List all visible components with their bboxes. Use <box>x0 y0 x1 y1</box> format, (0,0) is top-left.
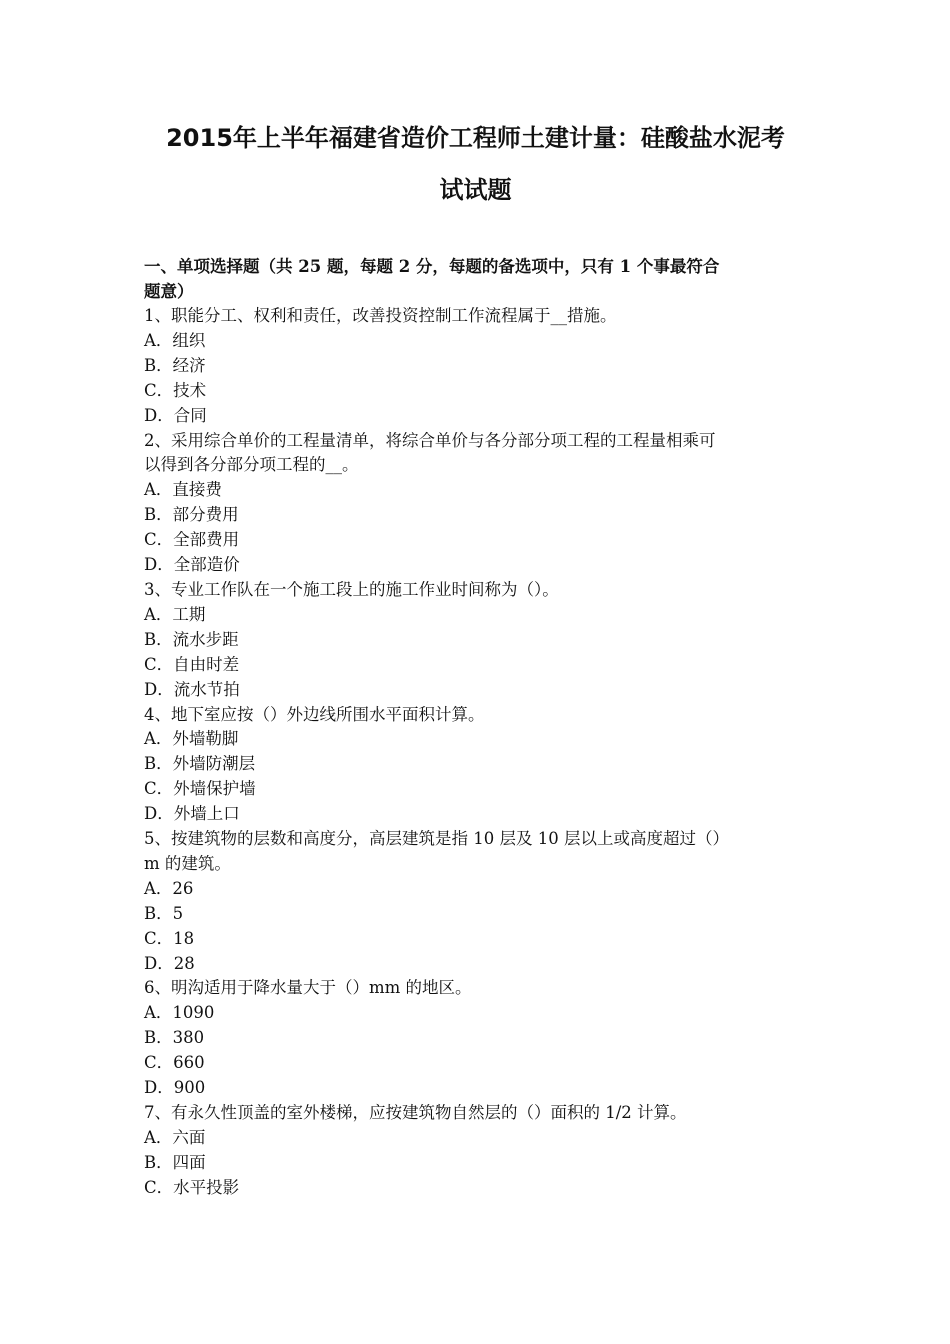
option-line: C．全部费用 <box>144 530 240 550</box>
section-heading-line-2: 题意） <box>144 282 194 301</box>
option-line: B．四面 <box>144 1152 206 1172</box>
question-2-stem: 2、采用综合单价的工程量清单，将综合单价与各分部分项工程的工程量相乘可 <box>144 430 716 450</box>
option-line: A．六面 <box>144 1127 206 1147</box>
question-1-stem: 1、职能分工、权利和责任，改善投资控制工作流程属于__措施。 <box>144 306 617 325</box>
option-line: D．流水节拍 <box>144 679 240 699</box>
question-list <box>144 304 807 1201</box>
option-line: B．流水步距 <box>144 629 239 649</box>
section-heading <box>144 254 807 304</box>
question-2-stem-cont: 以得到各分部分项工程的__。 <box>144 455 359 475</box>
title-line-1: 2015年上半年福建省造价工程师土建计量：硅酸盐水泥考 <box>166 124 785 152</box>
option-line: D．合同 <box>144 405 207 425</box>
title-line-2: 试试题 <box>439 176 512 204</box>
option-line: A．组织 <box>144 330 206 350</box>
option-line: C．水平投影 <box>144 1177 240 1197</box>
option-line: A．工期 <box>144 604 206 624</box>
option-line: C．外墙保护墙 <box>144 779 256 799</box>
option-line: B．部分费用 <box>144 505 239 525</box>
question-4-stem: 4、地下室应按（）外边线所围水平面积计算。 <box>144 704 485 724</box>
option-line: A．1090 <box>144 1003 215 1023</box>
option-line: C．技术 <box>144 380 207 400</box>
option-line: C．18 <box>144 928 195 948</box>
option-line: D．全部造价 <box>144 555 240 575</box>
option-line: A．26 <box>144 878 194 898</box>
option-line: D．外墙上口 <box>144 804 240 824</box>
option-line: A．直接费 <box>144 480 222 500</box>
question-7-stem: 7、有永久性顶盖的室外楼梯，应按建筑物自然层的（）面积的 1/2 计算。 <box>144 1103 687 1122</box>
option-line: B．380 <box>144 1028 205 1048</box>
option-line: A．外墙勒脚 <box>144 729 239 749</box>
question-5-stem-cont: m 的建筑。 <box>144 853 231 873</box>
option-line: D．900 <box>144 1078 206 1098</box>
option-line: D．28 <box>144 953 195 973</box>
question-6-stem: 6、明沟适用于降水量大于（）mm 的地区。 <box>144 978 472 998</box>
option-line: B．外墙防潮层 <box>144 754 256 774</box>
option-line: C．660 <box>144 1053 205 1073</box>
question-3-stem: 3、专业工作队在一个施工段上的施工作业时间称为（）。 <box>144 579 559 599</box>
question-5-stem: 5、按建筑物的层数和高度分，高层建筑是指 10 层及 10 层以上或高度超过（） <box>144 829 729 849</box>
option-line: B．经济 <box>144 355 206 375</box>
option-line: C．自由时差 <box>144 654 240 674</box>
document-title <box>144 0 807 216</box>
option-line: B．5 <box>144 903 184 923</box>
section-heading-line-1: 一、单项选择题（共 25 题，每题 2 分，每题的备选项中，只有 1 个事最符合 <box>144 257 720 276</box>
